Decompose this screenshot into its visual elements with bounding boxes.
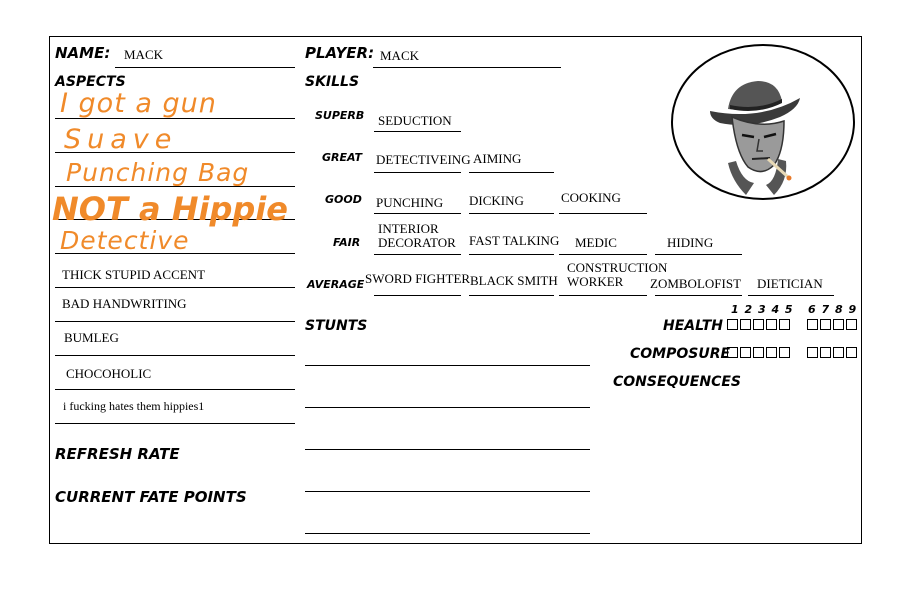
skill-tier-superb: SUPERB [315, 109, 365, 122]
skill-average-4[interactable]: ZOMBOLOFIST [650, 276, 742, 291]
aspect-handwritten-4[interactable]: NOT a Hippie [52, 190, 288, 228]
composure-label: COMPOSURE [630, 346, 731, 362]
fedora-detective-portrait-icon [670, 43, 856, 201]
skill-fair-1[interactable]: INTERIOR DECORATOR [378, 221, 456, 250]
skill-fair-3[interactable]: MEDIC [575, 235, 617, 250]
stunt-line[interactable] [305, 449, 590, 450]
skill-good-1[interactable]: PUNCHING [376, 195, 444, 210]
aspect-line [55, 389, 295, 390]
skill-line [655, 295, 742, 296]
skill-line [655, 254, 742, 255]
player-label: PLAYER: [305, 44, 375, 62]
aspect-handwritten-1[interactable]: I got a gun [60, 88, 217, 119]
skill-line [469, 295, 554, 296]
aspect-typed-4[interactable]: CHOCOHOLIC [66, 366, 152, 381]
skill-average-2[interactable]: BLACK SMITH [470, 273, 558, 288]
fate-points-label: CURRENT FATE POINTS [55, 488, 247, 506]
stunt-line[interactable] [305, 407, 590, 408]
aspect-typed-2[interactable]: BAD HANDWRITING [62, 296, 187, 311]
skill-average-3[interactable]: CONSTRUCTION WORKER [567, 260, 668, 289]
stunt-line[interactable] [305, 491, 590, 492]
skill-good-3[interactable]: COOKING [561, 190, 621, 205]
skill-tier-fair: FAIR [333, 236, 361, 249]
consequences-label: CONSEQUENCES [613, 374, 742, 390]
aspect-handwritten-5[interactable]: Detective [60, 226, 190, 255]
skill-superb-1[interactable]: SEDUCTION [378, 113, 452, 128]
skill-line [374, 172, 461, 173]
skill-line [374, 295, 461, 296]
aspect-line [55, 321, 295, 322]
skill-line [748, 295, 834, 296]
skills-label: SKILLS [305, 74, 360, 90]
skill-line [559, 213, 647, 214]
aspect-typed-3[interactable]: BUMLEG [64, 330, 119, 345]
aspect-line [55, 355, 295, 356]
aspects-label: ASPECTS [55, 74, 126, 90]
skill-line [469, 213, 554, 214]
name-line [115, 67, 295, 68]
aspect-handwritten-3[interactable]: Punching Bag [66, 158, 250, 187]
stunt-line[interactable] [305, 365, 590, 366]
skill-line [559, 295, 647, 296]
skill-line [559, 254, 647, 255]
aspect-handwritten-2[interactable]: Suave [64, 124, 178, 155]
stunt-line[interactable] [305, 533, 590, 534]
track-numbers-1-5: 1 2 3 4 5 [731, 303, 794, 316]
health-track-boxes[interactable] [727, 319, 859, 330]
aspect-line [55, 287, 295, 288]
skill-fair-4[interactable]: HIDING [667, 235, 714, 250]
aspect-line [55, 423, 295, 424]
skill-good-2[interactable]: DICKING [469, 193, 524, 208]
skill-tier-great: GREAT [322, 151, 362, 164]
player-line [373, 67, 561, 68]
player-value[interactable]: MACK [380, 48, 420, 63]
skill-line [374, 131, 461, 132]
stunts-label: STUNTS [305, 318, 368, 334]
name-label: NAME: [55, 44, 111, 62]
track-numbers-6-9: 6 7 8 9 [808, 303, 858, 316]
composure-track-boxes[interactable] [727, 347, 859, 358]
skill-tier-good: GOOD [325, 193, 362, 206]
health-label: HEALTH [663, 318, 723, 334]
refresh-rate-label: REFRESH RATE [55, 445, 180, 463]
aspect-typed-1[interactable]: THICK STUPID ACCENT [62, 267, 206, 282]
skill-line [374, 213, 461, 214]
skill-line [469, 254, 554, 255]
skill-average-1[interactable]: SWORD FIGHTER [365, 271, 471, 286]
skill-line [374, 254, 461, 255]
skill-tier-average: AVERAGE [307, 278, 365, 291]
name-value[interactable]: MACK [124, 47, 164, 62]
skill-line [469, 172, 554, 173]
skill-average-5[interactable]: DIETICIAN [757, 276, 823, 291]
skill-great-2[interactable]: AIMING [473, 151, 522, 166]
aspect-typed-5[interactable]: i fucking hates them hippies1 [63, 399, 205, 413]
skill-fair-2[interactable]: FAST TALKING [469, 233, 560, 248]
skill-great-1[interactable]: DETECTIVEING [376, 152, 471, 167]
